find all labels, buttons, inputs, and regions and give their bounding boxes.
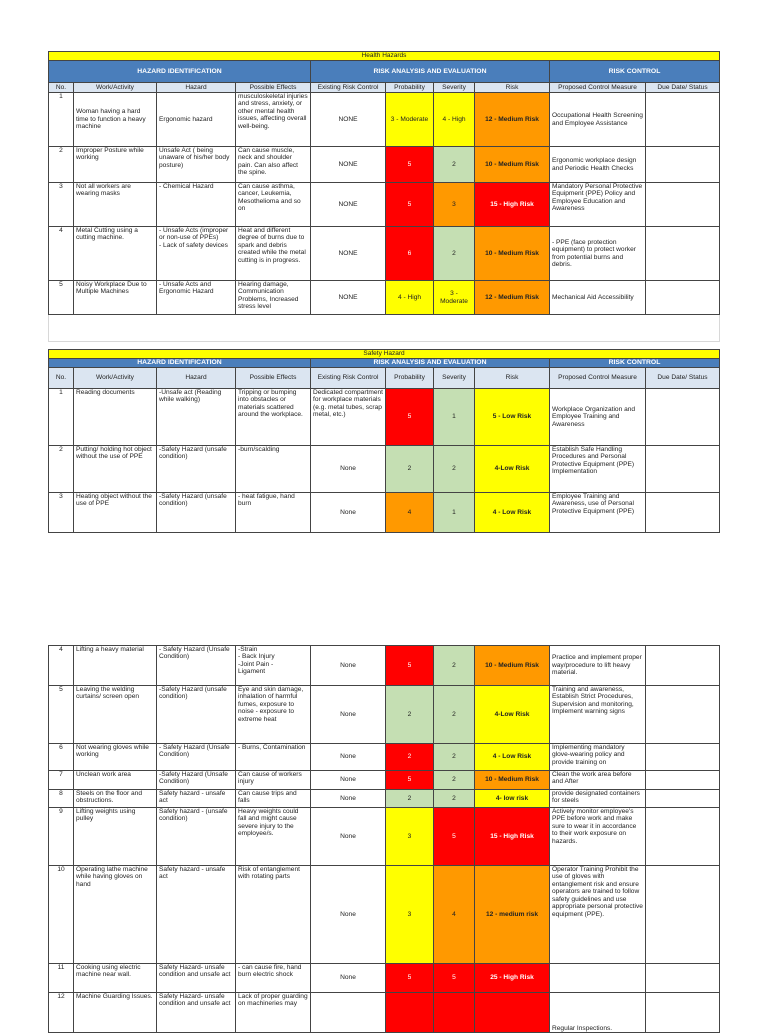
risk-level: 10 - Medium Risk xyxy=(475,147,550,183)
existing-risk-control: None xyxy=(311,744,386,771)
table-row xyxy=(49,227,720,281)
probability: 3 - Moderate xyxy=(386,93,434,147)
severity xyxy=(434,993,475,1033)
work-activity: Lifting a heavy material xyxy=(74,646,157,686)
due-date-status xyxy=(646,493,720,533)
due-date-status xyxy=(646,993,720,1033)
row-number: 1 xyxy=(49,93,74,147)
table-row xyxy=(49,964,720,993)
row-number: 3 xyxy=(49,493,74,533)
section-risk-control: RISK CONTROL xyxy=(550,359,720,368)
table-title: Safety Hazard xyxy=(49,350,720,359)
hazard: -Safety Hazard (unsafe condition) xyxy=(157,446,236,493)
probability: 4 xyxy=(386,493,434,533)
col-header: No. xyxy=(49,83,74,93)
possible-effects: Lack of proper guarding on machineries may xyxy=(236,993,311,1033)
section-risk-analysis: RISK ANALYSIS AND EVALUATION xyxy=(311,61,550,83)
hazard: Ergonomic hazard xyxy=(157,93,236,147)
col-header: Risk xyxy=(475,83,550,93)
work-activity: Not all workers are wearing masks xyxy=(74,183,157,227)
probability: 2 xyxy=(386,744,434,771)
proposed-control-measure: Practice and implement proper way/procedure to lift heavy material. xyxy=(550,646,646,686)
section-hazard-identification: HAZARD IDENTIFICATION xyxy=(49,61,311,83)
risk-level: 12 - medium risk xyxy=(475,866,550,964)
possible-effects: -Strain - Back Injury -Joint Pain - Ligament xyxy=(236,646,311,686)
work-activity: Lifting weights using pulley xyxy=(74,808,157,866)
col-header: Possible Effects xyxy=(236,368,311,389)
possible-effects: - can cause fire, hand burn electric shock xyxy=(236,964,311,993)
row-number: 4 xyxy=(49,227,74,281)
severity: 2 xyxy=(434,771,475,790)
row-number: 5 xyxy=(49,281,74,315)
section-risk-control: RISK CONTROL xyxy=(550,61,720,83)
probability: 4 - High xyxy=(386,281,434,315)
probability: 2 xyxy=(386,686,434,744)
probability: 5 xyxy=(386,771,434,790)
table-row xyxy=(49,771,720,790)
existing-risk-control: NONE xyxy=(311,227,386,281)
col-header: Severity xyxy=(434,368,475,389)
col-header: Proposed Control Measure xyxy=(550,368,646,389)
hazard: - Safety Hazard (Unsafe Condition) xyxy=(157,646,236,686)
col-header: Work/Activity xyxy=(74,83,157,93)
existing-risk-control: None xyxy=(311,771,386,790)
col-header: Proposed Control Measure xyxy=(550,83,646,93)
row-number: 3 xyxy=(49,183,74,227)
existing-risk-control: None xyxy=(311,964,386,993)
risk-level: 10 - Medium Risk xyxy=(475,771,550,790)
col-header: Due Date/ Status xyxy=(646,83,720,93)
work-activity: Putting/ holding hot object without the use of PPE xyxy=(74,446,157,493)
probability: 3 xyxy=(386,808,434,866)
existing-risk-control: None xyxy=(311,646,386,686)
existing-risk-control: None xyxy=(311,790,386,808)
risk-level: 4 - Low Risk xyxy=(475,744,550,771)
col-header: Probability xyxy=(386,83,434,93)
row-number: 2 xyxy=(49,446,74,493)
risk-level: 12 - Medium Risk xyxy=(475,93,550,147)
due-date-status xyxy=(646,744,720,771)
risk-level: 10 - Medium Risk xyxy=(475,227,550,281)
possible-effects: Heavy weights could fall and might cause severe injury to the employee/s. xyxy=(236,808,311,866)
probability: 5 xyxy=(386,964,434,993)
due-date-status xyxy=(646,227,720,281)
table-row xyxy=(49,808,720,866)
proposed-control-measure: provide designated containers for steels xyxy=(550,790,646,808)
possible-effects: Can cause muscle, neck and shoulder pain. Can also affect the spine. xyxy=(236,147,311,183)
severity: 2 xyxy=(434,686,475,744)
hazard: Safety hazard - unsafe act xyxy=(157,790,236,808)
hazard: - Unsafe Acts and Ergonomic Hazard xyxy=(157,281,236,315)
probability: 3 xyxy=(386,866,434,964)
row-number: 12 xyxy=(49,993,74,1033)
risk-level: 25 - High Risk xyxy=(475,964,550,993)
existing-risk-control: NONE xyxy=(311,183,386,227)
col-header: No. xyxy=(49,368,74,389)
proposed-control-measure: Clean the work area before and After xyxy=(550,771,646,790)
possible-effects: Can cause of workers injury xyxy=(236,771,311,790)
existing-risk-control: None xyxy=(311,446,386,493)
severity: 1 xyxy=(434,493,475,533)
existing-risk-control: None xyxy=(311,808,386,866)
row-number: 1 xyxy=(49,389,74,446)
possible-effects: Tripping or bumping into obstacles or materials scattered around the workplace. xyxy=(236,389,311,446)
proposed-control-measure: Occupational Health Screening and Employee Assistance xyxy=(550,93,646,147)
hazard: - Unsafe Acts (improper or non-use of PPEs) - Lack of safety devices xyxy=(157,227,236,281)
severity: 3 - Moderate xyxy=(434,281,475,315)
severity: 2 xyxy=(434,646,475,686)
hazard: - Safety Hazard (Unsafe Condition) xyxy=(157,744,236,771)
risk-level: 4-Low Risk xyxy=(475,446,550,493)
probability: 6 xyxy=(386,227,434,281)
proposed-control-measure: Establish Safe Handling Procedures and Personal Protective Equipment (PPE) Implementation xyxy=(550,446,646,493)
proposed-control-measure: - PPE (face protection equipment) to protect worker from potential burns and debris. xyxy=(550,227,646,281)
hazard: -Safety Hazard (unsafe condition) xyxy=(157,493,236,533)
proposed-control-measure: Mechanical Aid Accessibility xyxy=(550,281,646,315)
due-date-status xyxy=(646,686,720,744)
existing-risk-control: NONE xyxy=(311,281,386,315)
hazard: -Safety Hazard (Unsafe Condition) xyxy=(157,771,236,790)
col-header: Work/Activity xyxy=(74,368,157,389)
possible-effects: Heat and different degree of burns due to spark and debris created while the metal cutting is in progress. xyxy=(236,227,311,281)
probability: 2 xyxy=(386,446,434,493)
existing-risk-control: Dedicated compartment for workplace materials (e.g. metal tubes, scrap metal, etc.) xyxy=(311,389,386,446)
probability: 5 xyxy=(386,147,434,183)
safety-hazard-table xyxy=(48,349,720,533)
risk-level: 5 - Low Risk xyxy=(475,389,550,446)
row-number: 11 xyxy=(49,964,74,993)
work-activity: Noisy Workplace Due to Multiple Machines xyxy=(74,281,157,315)
probability: 5 xyxy=(386,183,434,227)
severity: 5 xyxy=(434,964,475,993)
due-date-status xyxy=(646,147,720,183)
work-activity: Metal Cutting using a cutting machine. xyxy=(74,227,157,281)
proposed-control-measure: Regular Inspections. xyxy=(550,993,646,1033)
work-activity: Heating object without the use of PPE xyxy=(74,493,157,533)
safety-hazard-continued-table xyxy=(48,645,720,1033)
table-row xyxy=(49,183,720,227)
row-number: 6 xyxy=(49,744,74,771)
risk-level: 15 - High Risk xyxy=(475,183,550,227)
due-date-status xyxy=(646,964,720,993)
possible-effects: - heat fatigue, hand burn xyxy=(236,493,311,533)
hazard: Safety Hazard- unsafe condition and unsafe act xyxy=(157,993,236,1033)
proposed-control-measure: Training and awareness, Establish Strict Procedures, Supervision and monitoring, Implement warning signs xyxy=(550,686,646,744)
possible-effects: Can cause asthma, cancer, Leukemia, Mesothelioma and so on xyxy=(236,183,311,227)
severity: 2 xyxy=(434,446,475,493)
table-row xyxy=(49,147,720,183)
possible-effects: Risk of entanglement with rotating parts xyxy=(236,866,311,964)
work-activity: Cooking using electric machine near wall. xyxy=(74,964,157,993)
due-date-status xyxy=(646,790,720,808)
col-header: Existing Risk Control xyxy=(311,368,386,389)
existing-risk-control: None xyxy=(311,866,386,964)
table-row xyxy=(49,744,720,771)
existing-risk-control: NONE xyxy=(311,147,386,183)
table-row xyxy=(49,646,720,686)
proposed-control-measure: Mandatory Personal Protective Equipment (PPE) Policy and Employee Education and Awareness xyxy=(550,183,646,227)
due-date-status xyxy=(646,93,720,147)
section-risk-analysis: RISK ANALYSIS AND EVALUATION xyxy=(311,359,550,368)
col-header: Due Date/ Status xyxy=(646,368,720,389)
row-number: 5 xyxy=(49,686,74,744)
col-header: Existing Risk Control xyxy=(311,83,386,93)
col-header: Probability xyxy=(386,368,434,389)
row-number: 2 xyxy=(49,147,74,183)
row-number: 7 xyxy=(49,771,74,790)
proposed-control-measure: Workplace Organization and Employee Training and Awareness xyxy=(550,389,646,446)
proposed-control-measure: Actively monitor employee's PPE before work and make sure to wear it in accordance to their work exposure on hazards. xyxy=(550,808,646,866)
work-activity: Machine Guarding Issues. xyxy=(74,993,157,1033)
probability: 2 xyxy=(386,790,434,808)
row-number: 10 xyxy=(49,866,74,964)
severity: 2 xyxy=(434,227,475,281)
work-activity: Reading documents xyxy=(74,389,157,446)
table-row xyxy=(49,866,720,964)
row-number: 4 xyxy=(49,646,74,686)
work-activity: Woman having a hard time to function a heavy machine xyxy=(74,93,157,147)
existing-risk-control: None xyxy=(311,686,386,744)
risk-level xyxy=(475,993,550,1033)
hazard: -Unsafe act (Reading while walking) xyxy=(157,389,236,446)
possible-effects: musculoskeletal injuries and stress, anxiety, or other mental health issues, affecting overall well-being. xyxy=(236,93,311,147)
existing-risk-control xyxy=(311,993,386,1033)
work-activity: Not wearing gloves while working xyxy=(74,744,157,771)
probability: 5 xyxy=(386,389,434,446)
risk-level: 4 - Low Risk xyxy=(475,493,550,533)
section-hazard-identification: HAZARD IDENTIFICATION xyxy=(49,359,311,368)
existing-risk-control: NONE xyxy=(311,93,386,147)
severity: 5 xyxy=(434,808,475,866)
table-row xyxy=(49,389,720,446)
possible-effects: Hearing damage, Communication Problems, Increased stress level xyxy=(236,281,311,315)
work-activity: Unclean work area xyxy=(74,771,157,790)
work-activity: Leaving the welding curtains/ screen open xyxy=(74,686,157,744)
risk-level: 4- low risk xyxy=(475,790,550,808)
possible-effects: - Burns, Contamination xyxy=(236,744,311,771)
due-date-status xyxy=(646,446,720,493)
col-header: Hazard xyxy=(157,368,236,389)
due-date-status xyxy=(646,183,720,227)
existing-risk-control: None xyxy=(311,493,386,533)
hazard: Unsafe Act ( being unaware of his/her body posture) xyxy=(157,147,236,183)
severity: 2 xyxy=(434,744,475,771)
row-number: 9 xyxy=(49,808,74,866)
severity: 2 xyxy=(434,147,475,183)
proposed-control-measure: Implementing mandatory glove-wearing policy and provide training on xyxy=(550,744,646,771)
table-row xyxy=(49,993,720,1033)
due-date-status xyxy=(646,866,720,964)
probability: 5 xyxy=(386,646,434,686)
table-row xyxy=(49,790,720,808)
due-date-status xyxy=(646,646,720,686)
due-date-status xyxy=(646,808,720,866)
col-header: Severity xyxy=(434,83,475,93)
proposed-control-measure xyxy=(550,964,646,993)
proposed-control-measure: Operator Training Prohibit the use of gloves with entanglement risk and ensure operators are trained to follow safety guidelines and use appropriate personal protective equipment (PPE). xyxy=(550,866,646,964)
table-row xyxy=(49,686,720,744)
severity: 2 xyxy=(434,790,475,808)
probability xyxy=(386,993,434,1033)
risk-level: 10 - Medium Risk xyxy=(475,646,550,686)
possible-effects: Can cause trips and falls xyxy=(236,790,311,808)
severity: 4 xyxy=(434,866,475,964)
table-row xyxy=(49,93,720,147)
possible-effects: -burn/scalding xyxy=(236,446,311,493)
col-header: Hazard xyxy=(157,83,236,93)
hazard: - Chemical Hazard xyxy=(157,183,236,227)
work-activity: Improper Posture while working xyxy=(74,147,157,183)
hazard: Safety Hazard- unsafe condition and unsafe act xyxy=(157,964,236,993)
severity: 1 xyxy=(434,389,475,446)
risk-level: 12 - Medium Risk xyxy=(475,281,550,315)
hazard: Safety hazard - (unsafe condition) xyxy=(157,808,236,866)
due-date-status xyxy=(646,771,720,790)
row-number: 8 xyxy=(49,790,74,808)
hazard: -Safety Hazard (unsafe condition) xyxy=(157,686,236,744)
severity: 3 xyxy=(434,183,475,227)
risk-level: 15 - High Risk xyxy=(475,808,550,866)
col-header: Risk xyxy=(475,368,550,389)
proposed-control-measure: Employee Training and Awareness, use of Personal Protective Equipment (PPE) xyxy=(550,493,646,533)
proposed-control-measure: Ergonomic workplace design and Periodic Health Checks xyxy=(550,147,646,183)
table-title: Health Hazards xyxy=(49,52,720,61)
col-header: Possible Effects xyxy=(236,83,311,93)
hazard: Safety hazard - unsafe act xyxy=(157,866,236,964)
possible-effects: Eye and skin damage, inhalation of harmful fumes, exposure to noise - exposure to extreme heat xyxy=(236,686,311,744)
due-date-status xyxy=(646,389,720,446)
table-row xyxy=(49,281,720,315)
work-activity: Steels on the floor and obstructions. xyxy=(74,790,157,808)
table-row xyxy=(49,493,720,533)
severity: 4 - High xyxy=(434,93,475,147)
health-hazards-table xyxy=(48,51,720,342)
spacer-row xyxy=(49,315,720,342)
due-date-status xyxy=(646,281,720,315)
risk-level: 4-Low Risk xyxy=(475,686,550,744)
work-activity: Operating lathe machine while having gloves on hand xyxy=(74,866,157,964)
table-row xyxy=(49,446,720,493)
